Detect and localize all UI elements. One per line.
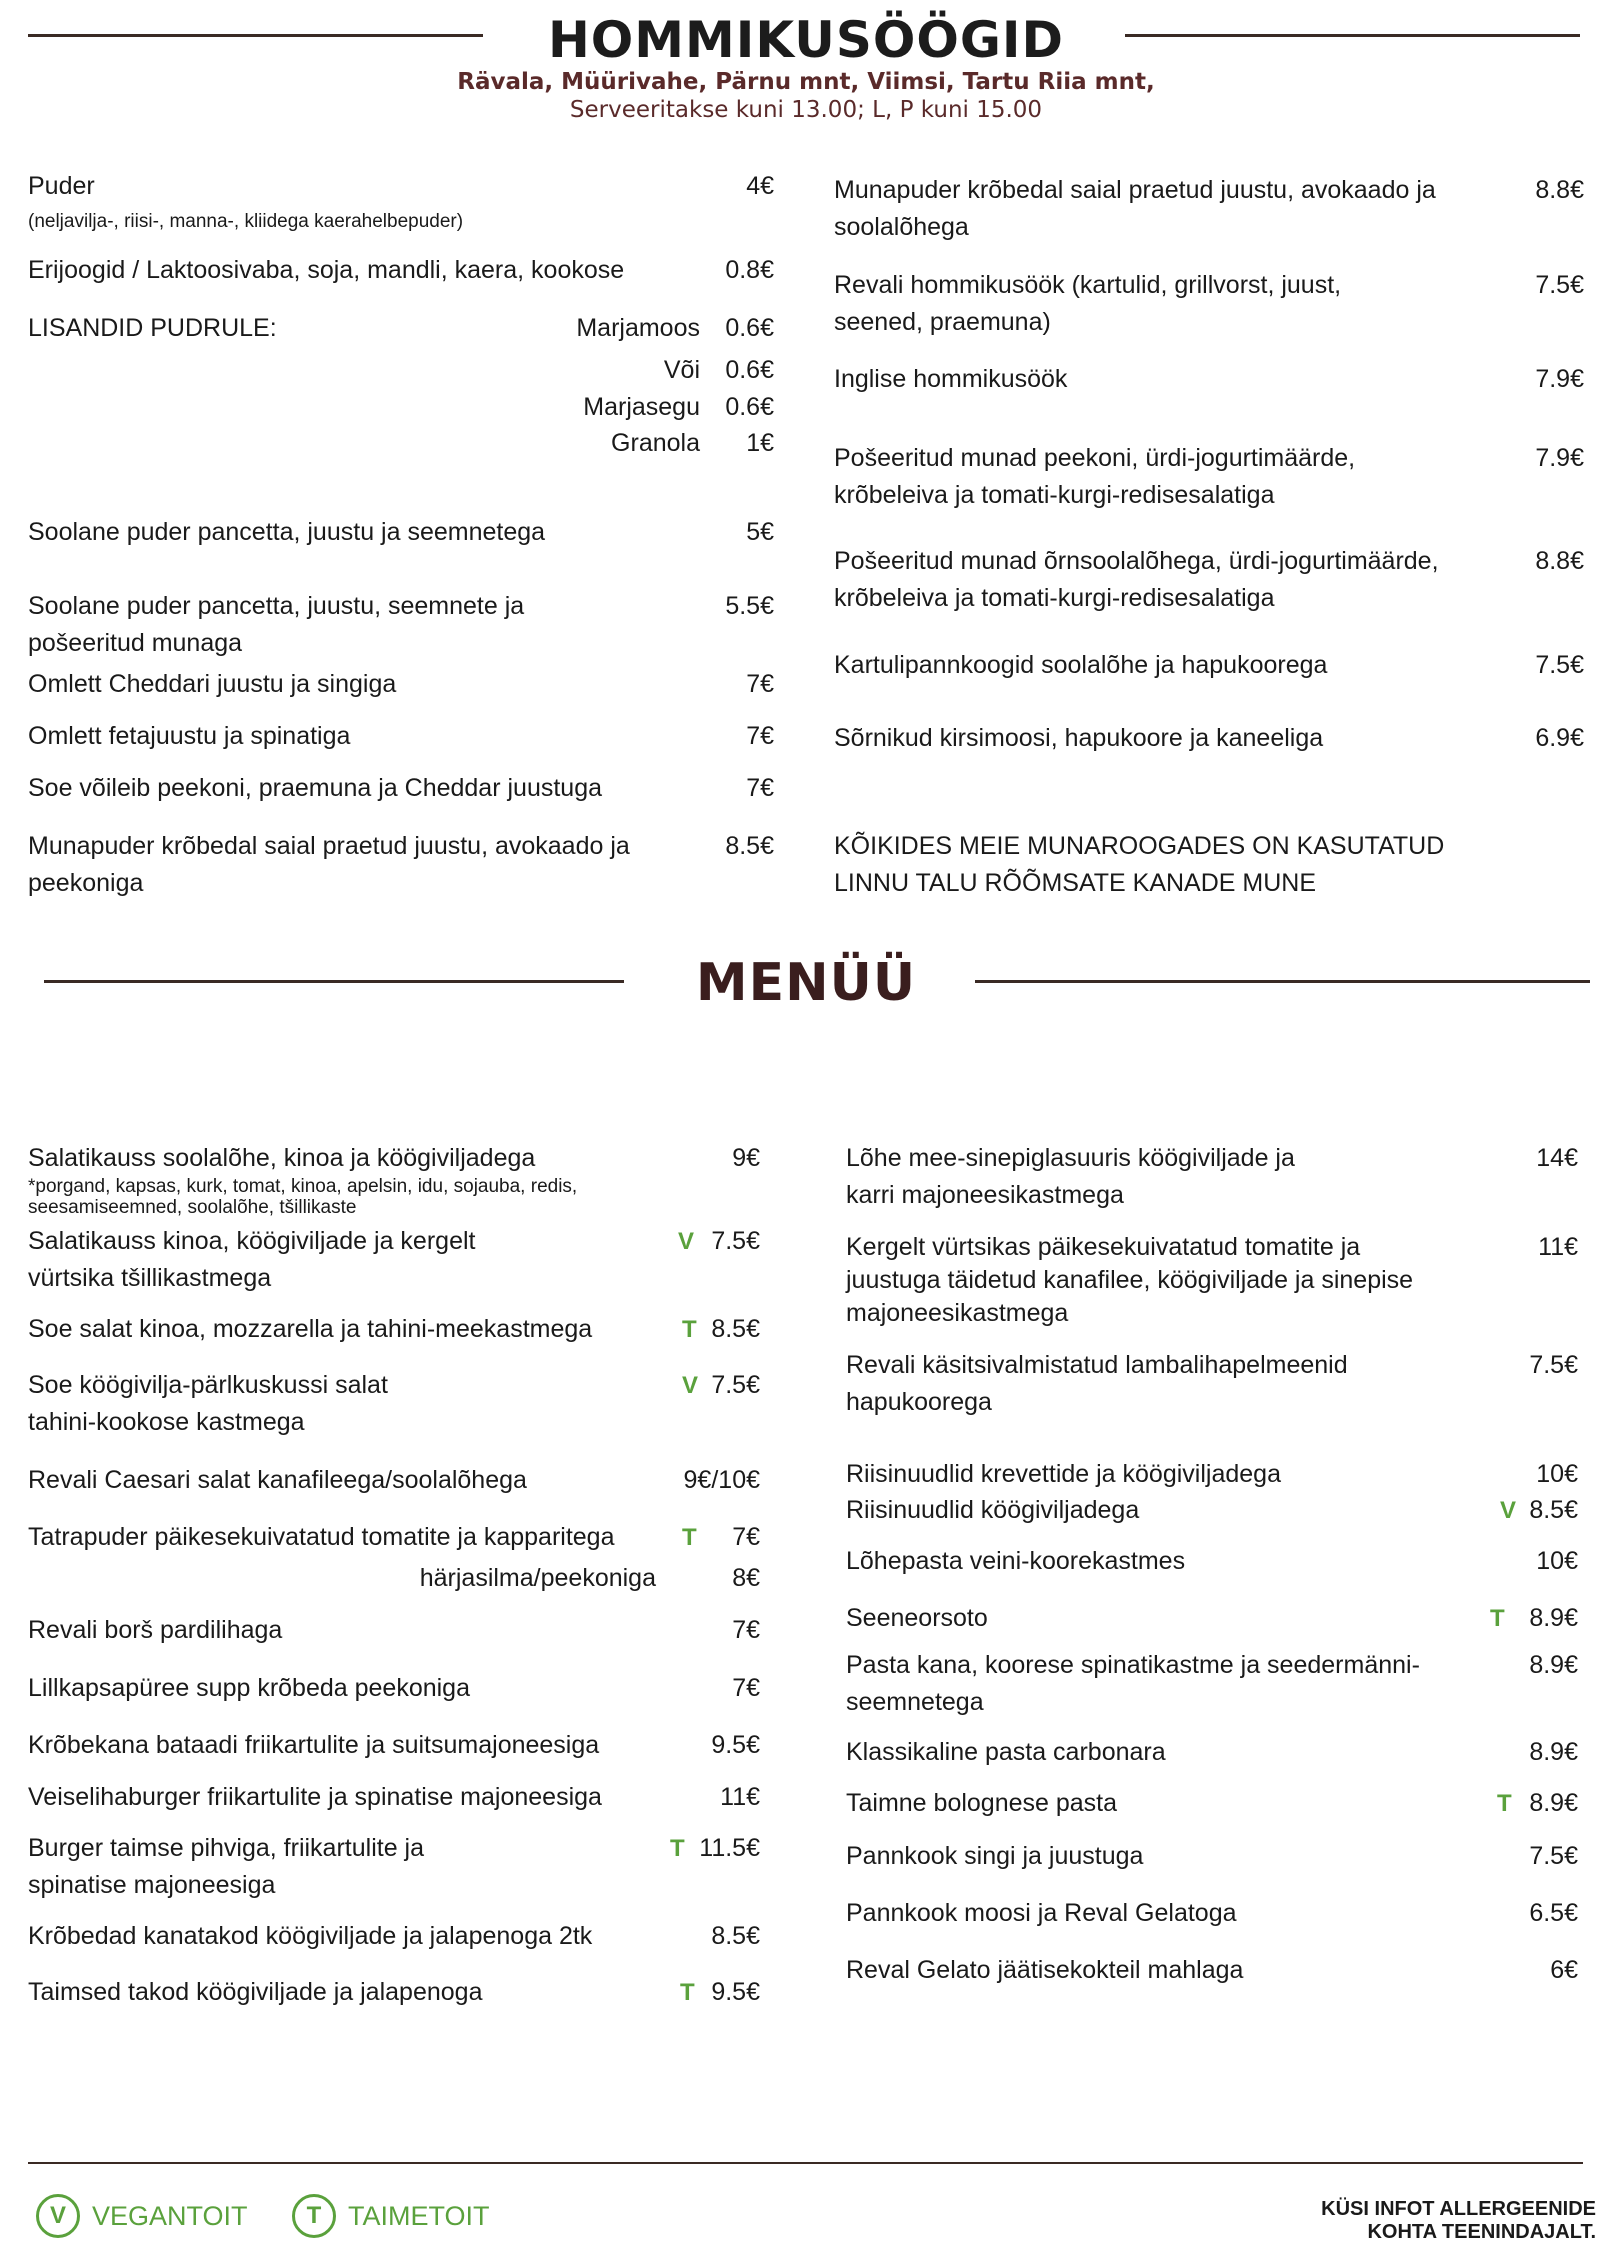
menu-price: 11€ xyxy=(720,1783,760,1811)
menu-item: Lõhepasta veini-koorekastmes xyxy=(846,1547,1186,1575)
breakfast-item: Omlett fetajuustu ja spinatiga xyxy=(28,722,351,750)
breakfast-price: 8.5€ xyxy=(725,832,774,860)
menu-item: Reval Gelato jäätisekokteil mahlaga xyxy=(846,1956,1244,1984)
menu-price: 9€ xyxy=(732,1144,760,1172)
puder-price: 4€ xyxy=(746,172,774,200)
menu-item-line2: karri majoneesikastmega xyxy=(846,1181,1124,1209)
breakfast-price: 5€ xyxy=(746,518,774,546)
breakfast-locations: Rävala, Müürivahe, Pärnu mnt, Viimsi, Tartu Riia mnt, xyxy=(457,69,1155,95)
menu-item-line3: majoneesikastmega xyxy=(846,1299,1069,1327)
egg-note: LINNU TALU RÕÕMSATE KANADE MUNE xyxy=(834,869,1317,897)
menu-item: Revali borš pardilihaga xyxy=(28,1616,283,1644)
footer-rule xyxy=(28,2162,1583,2164)
menu-price: 7.5€ xyxy=(711,1227,760,1255)
breakfast-item: Kartulipannkoogid soolalõhe ja hapukoorega xyxy=(834,651,1328,679)
breakfast-hours: Serveeritakse kuni 13.00; L, P kuni 15.00 xyxy=(569,97,1043,123)
dairy-price: 0.8€ xyxy=(725,256,774,284)
breakfast-price: 7.9€ xyxy=(1535,444,1584,472)
vegan-mark: V xyxy=(678,1228,695,1255)
menu-price: 7.5€ xyxy=(1529,1842,1578,1870)
menu-price: 8.5€ xyxy=(711,1922,760,1950)
breakfast-price: 7€ xyxy=(746,670,774,698)
menu-price: 9.5€ xyxy=(711,1978,760,2006)
vegetarian-symbol-icon: T xyxy=(292,2194,336,2238)
menu-item: Krõbedad kanatakod köögiviljade ja jalapenoga 2tk xyxy=(28,1922,593,1950)
allergen-note: KÜSI INFOT ALLERGEENIDE xyxy=(1321,2198,1596,2220)
breakfast-item: Pošeeritud munad õrnsoolalõhega, ürdi-jogurtimäärde, xyxy=(834,547,1439,575)
breakfast-item-line2: soolalõhega xyxy=(834,213,969,241)
menu-item-line2: juustuga täidetud kanafilee, köögiviljade ja sinepise xyxy=(846,1266,1414,1294)
salad-note: *porgand, kapsas, kurk, tomat, kinoa, apelsin, idu, sojauba, redis, xyxy=(28,1176,578,1197)
menu-item-line2: tahini-kookose kastmega xyxy=(28,1408,305,1436)
menu-item: Veiselihaburger friikartulite ja spinatise majoneesiga xyxy=(28,1783,602,1811)
breakfast-price: 5.5€ xyxy=(725,592,774,620)
menu-price: 10€ xyxy=(1536,1460,1578,1488)
menu-price: 8.9€ xyxy=(1529,1651,1578,1679)
menu-price: 6€ xyxy=(1550,1956,1578,1984)
menu-item: Riisinuudlid köögiviljadega xyxy=(846,1496,1140,1524)
breakfast-item: Sõrnikud kirsimoosi, hapukoore ja kaneeliga xyxy=(834,724,1324,752)
menu-price: 7.5€ xyxy=(1529,1351,1578,1379)
breakfast-item-line2: seened, praemuna) xyxy=(834,308,1051,336)
breakfast-item-line2: peekoniga xyxy=(28,869,144,897)
vegetarian-mark: T xyxy=(682,1524,697,1551)
menu-item: Taimsed takod köögiviljade ja jalapenoga xyxy=(28,1978,483,2006)
addon-name: Või xyxy=(663,356,700,384)
menu-price: 7€ xyxy=(732,1616,760,1644)
menu-price: 8.5€ xyxy=(1529,1496,1578,1524)
menu-price: 11.5€ xyxy=(699,1834,760,1862)
breakfast-item-line2: pošeeritud munaga xyxy=(28,629,243,657)
vegetarian-mark: T xyxy=(680,1979,695,2006)
menu-item-line2: hapukoorega xyxy=(846,1388,992,1416)
menu-price: 14€ xyxy=(1536,1144,1578,1172)
menu-price: 7€ xyxy=(732,1674,760,1702)
breakfast-item: Soolane puder pancetta, juustu ja seemnetega xyxy=(28,518,546,546)
menu-item: Lõhe mee-sinepiglasuuris köögiviljade ja xyxy=(846,1144,1295,1172)
vegetarian-mark: T xyxy=(682,1316,697,1343)
addons-label: LISANDID PUDRULE: xyxy=(28,314,277,342)
menu-item: Pannkook moosi ja Reval Gelatoga xyxy=(846,1899,1237,1927)
menu-item: Revali käsitsivalmistatud lambalihapelmeenid xyxy=(846,1351,1348,1379)
addon-price: 1€ xyxy=(746,429,774,457)
breakfast-item: Soe võileib peekoni, praemuna ja Cheddar juustuga xyxy=(28,774,602,802)
breakfast-price: 7.5€ xyxy=(1535,271,1584,299)
menu-item: Kergelt vürtsikas päikesekuivatatud tomatite ja xyxy=(846,1233,1361,1261)
menu-item: Riisinuudlid krevettide ja köögiviljadega xyxy=(846,1460,1281,1488)
menu-item: Burger taimse pihviga, friikartulite ja xyxy=(28,1834,424,1862)
menu-item: Pannkook singi ja juustuga xyxy=(846,1842,1144,1870)
addon-price: 0.6€ xyxy=(725,314,774,342)
menu-price: 11€ xyxy=(1538,1233,1578,1261)
menu-price: 8.5€ xyxy=(711,1315,760,1343)
menu-item: Seeneorsoto xyxy=(846,1604,988,1632)
breakfast-price: 7€ xyxy=(746,722,774,750)
menu-price: 10€ xyxy=(1536,1547,1578,1575)
menu-price: 7€ xyxy=(732,1523,760,1551)
menu-option: härjasilma/peekoniga xyxy=(419,1564,656,1592)
menu-option-price: 8€ xyxy=(732,1564,760,1592)
egg-note: KÕIKIDES MEIE MUNAROOGADES ON KASUTATUD xyxy=(834,832,1445,860)
breakfast-item: Soolane puder pancetta, juustu, seemnete ja xyxy=(28,592,525,620)
puder-name: Puder xyxy=(28,172,95,200)
menu-item-line2: seemnetega xyxy=(846,1688,984,1716)
menu-item: Salatikauss soolalõhe, kinoa ja köögiviljadega xyxy=(28,1144,536,1172)
breakfast-item: Revali hommikusöök (kartulid, grillvorst, juust, xyxy=(834,271,1342,299)
menu-price: 8.9€ xyxy=(1529,1738,1578,1766)
breakfast-item: Omlett Cheddari juustu ja singiga xyxy=(28,670,397,698)
menu-item: Tatrapuder päikesekuivatatud tomatite ja kapparitega xyxy=(28,1523,615,1551)
breakfast-title: HOMMIKUSÖÖGID xyxy=(547,11,1065,69)
vegetarian-legend-label: TAIMETOIT xyxy=(348,2201,490,2231)
breakfast-price: 8.8€ xyxy=(1535,547,1584,575)
menu-item: Lillkapsapüree supp krõbeda peekoniga xyxy=(28,1674,470,1702)
menu-price: 6.5€ xyxy=(1529,1899,1578,1927)
menu-item: Salatikauss kinoa, köögiviljade ja kergelt xyxy=(28,1227,476,1255)
vegan-symbol-icon: V xyxy=(36,2194,80,2238)
addon-price: 0.6€ xyxy=(725,393,774,421)
breakfast-price: 7.9€ xyxy=(1535,365,1584,393)
salad-note: seesamiseemned, soolalõhe, tšillikaste xyxy=(28,1197,357,1218)
breakfast-item-line2: krõbeleiva ja tomati-kurgi-redisesalatiga xyxy=(834,481,1275,509)
breakfast-item: Munapuder krõbedal saial praetud juustu, avokaado ja xyxy=(28,832,630,860)
breakfast-price: 7€ xyxy=(746,774,774,802)
vegan-mark: V xyxy=(682,1372,699,1399)
menu-price: 9.5€ xyxy=(711,1731,760,1759)
breakfast-price: 7.5€ xyxy=(1535,651,1584,679)
menu-item: Revali Caesari salat kanafileega/soolalõhega xyxy=(28,1466,527,1494)
menu-price: 8.9€ xyxy=(1529,1789,1578,1817)
puder-note: (neljavilja-, riisi-, manna-, kliidega kaerahelbepuder) xyxy=(28,211,464,232)
vegetarian-mark: T xyxy=(1497,1790,1512,1817)
breakfast-item-line2: krõbeleiva ja tomati-kurgi-redisesalatiga xyxy=(834,584,1275,612)
menu-price: 7.5€ xyxy=(711,1371,760,1399)
menu-item: Pasta kana, koorese spinatikastme ja seedermänni- xyxy=(846,1651,1420,1679)
addon-name: Marjasegu xyxy=(583,393,700,421)
menu-title: MENÜÜ xyxy=(695,953,917,1013)
menu-item: Klassikaline pasta carbonara xyxy=(846,1738,1166,1766)
menu-item: Taimne bolognese pasta xyxy=(846,1789,1118,1817)
vegan-legend-label: VEGANTOIT xyxy=(92,2201,248,2231)
vegetarian-mark: T xyxy=(1490,1605,1505,1632)
breakfast-price: 6.9€ xyxy=(1535,724,1584,752)
allergen-note: KOHTA TEENINDAJALT. xyxy=(1367,2221,1596,2243)
addon-name: Marjamoos xyxy=(576,314,700,342)
menu-price: 8.9€ xyxy=(1529,1604,1578,1632)
addon-price: 0.6€ xyxy=(725,356,774,384)
breakfast-item: Pošeeritud munad peekoni, ürdi-jogurtimäärde, xyxy=(834,444,1356,472)
menu-item: Soe salat kinoa, mozzarella ja tahini-meekastmega xyxy=(28,1315,593,1343)
vegetarian-mark: T xyxy=(670,1835,685,1862)
menu-item-line2: vürtsika tšillikastmega xyxy=(28,1264,272,1292)
menu-item: Soe köögivilja-pärlkuskussi salat xyxy=(28,1371,388,1399)
addon-name: Granola xyxy=(611,429,700,457)
breakfast-price: 8.8€ xyxy=(1535,176,1584,204)
menu-item: Krõbekana bataadi friikartulite ja suitsumajoneesiga xyxy=(28,1731,600,1759)
breakfast-item: Munapuder krõbedal saial praetud juustu, avokaado ja xyxy=(834,176,1436,204)
menu-item-line2: spinatise majoneesiga xyxy=(28,1871,276,1899)
vegan-mark: V xyxy=(1500,1497,1517,1524)
menu-price: 9€/10€ xyxy=(683,1466,760,1494)
breakfast-item: Inglise hommikusöök xyxy=(834,365,1068,393)
dairy-name: Erijoogid / Laktoosivaba, soja, mandli, kaera, kookose xyxy=(28,256,625,284)
